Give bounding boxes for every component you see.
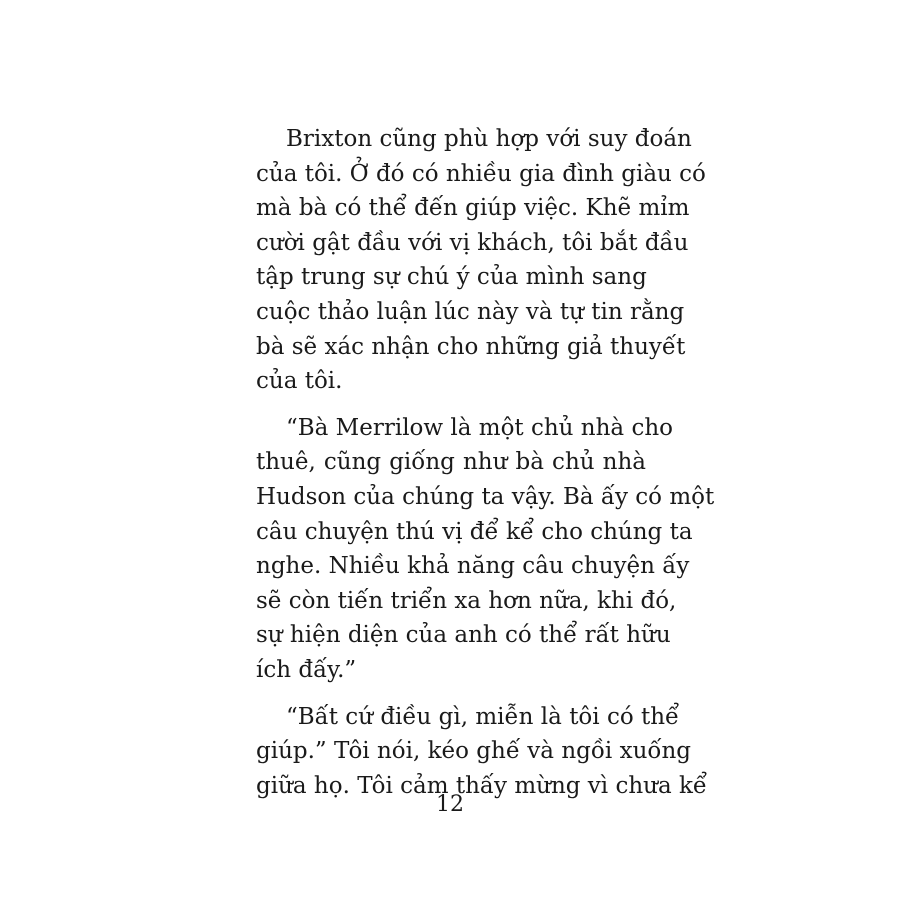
text-line: sự hiện diện của anh có thể rất hữu <box>256 622 671 649</box>
text-line: thuê, cũng giống như bà chủ nhà <box>256 449 646 476</box>
paragraph-1 <box>256 122 706 399</box>
paragraph-2 <box>256 411 715 688</box>
text-line: câu chuyện thú vị để kể cho chúng ta <box>256 518 693 545</box>
text-line: Hudson của chúng ta vậy. Bà ấy có một <box>256 483 715 510</box>
text-line: của tôi. <box>256 368 343 395</box>
text-line: bà sẽ xác nhận cho những giả thuyết <box>256 333 686 360</box>
text-line: Brixton cũng phù hợp với suy đoán <box>286 126 692 152</box>
text-line: “Bà Merrilow là một chủ nhà cho <box>286 414 673 441</box>
text-line: ích đấy.” <box>256 656 357 683</box>
paragraph-spacer <box>256 399 646 411</box>
text-line: cười gật đầu với vị khách, tôi bắt đầu <box>256 229 689 256</box>
body-text <box>256 122 715 803</box>
text-line: cuộc thảo luận lúc này và tự tin rằng <box>256 298 685 325</box>
paragraph-spacer <box>256 688 646 700</box>
text-line: mà bà có thể đến giúp việc. Khẽ mỉm <box>256 195 690 222</box>
page-number: 12 <box>436 792 464 817</box>
text-line: của tôi. Ở đó có nhiều gia đình giàu có <box>256 160 706 187</box>
text-line: “Bất cứ điều gì, miễn là tôi có thể <box>286 703 680 730</box>
paragraph-3 <box>256 700 708 804</box>
text-line: sẽ còn tiến triển xa hơn nữa, khi đó, <box>256 587 677 614</box>
text-line: giúp.” Tôi nói, kéo ghế và ngồi xuống <box>256 738 691 765</box>
text-line: tập trung sự chú ý của mình sang <box>256 264 647 291</box>
text-line: nghe. Nhiều khả năng câu chuyện ấy <box>256 553 690 580</box>
text-line: giữa họ. Tôi cảm thấy mừng vì chưa kể <box>256 772 708 799</box>
